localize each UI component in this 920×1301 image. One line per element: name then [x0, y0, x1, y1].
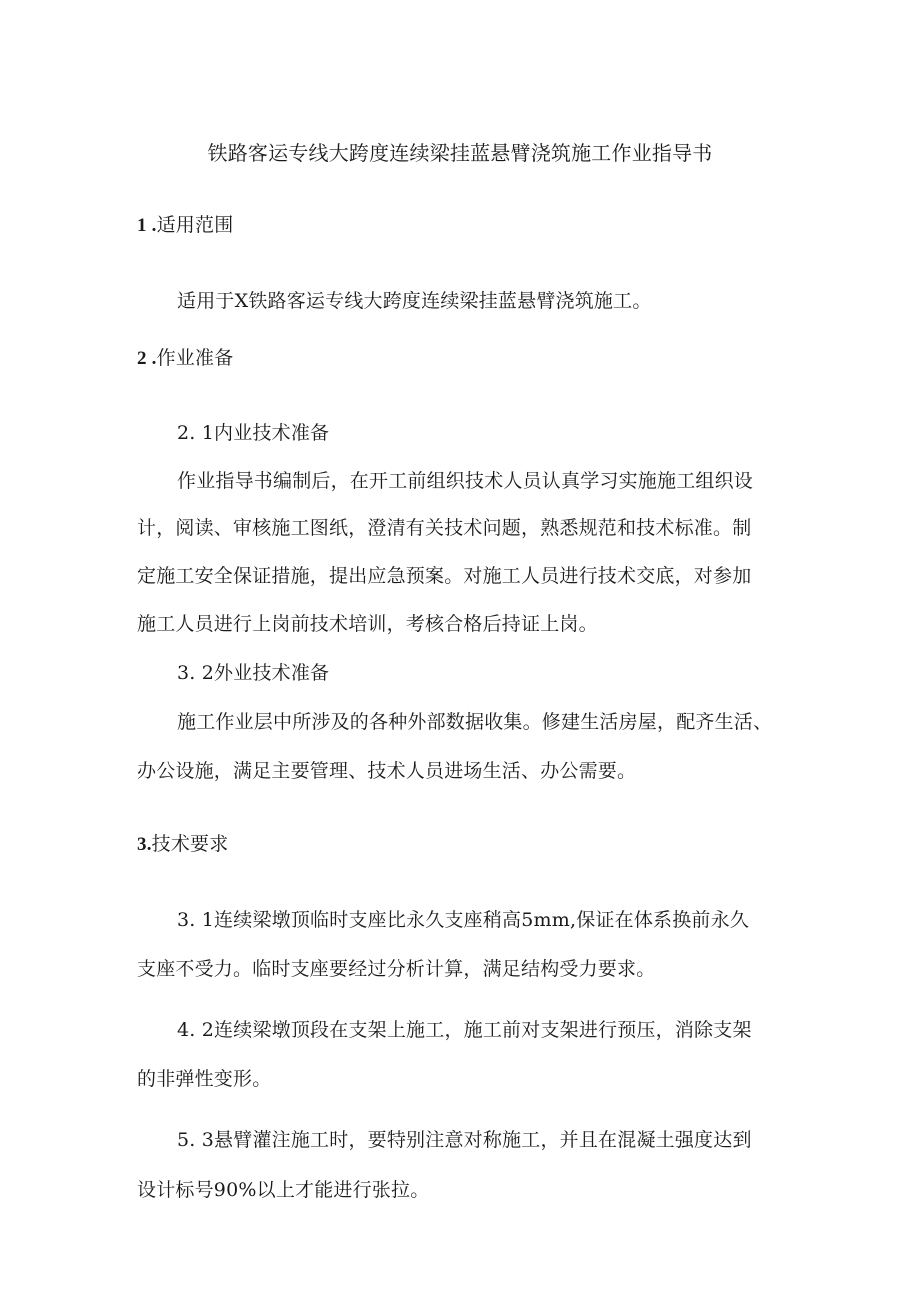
- paragraph-line: 办公设施，满足主要管理、技术人员进场生活、办公需要。: [137, 760, 637, 782]
- section-1-paragraph: 适用于X铁路客运专线大跨度连续梁挂蓝悬臂浇筑施工。: [177, 290, 652, 312]
- paragraph-line: 5. 3悬臂灌注施工时，要特别注意对称施工，并且在混凝土强度达到: [177, 1129, 752, 1151]
- subsection-2-2-heading: 3. 2外业技术准备: [177, 662, 330, 684]
- section-3-heading: [137, 831, 228, 858]
- paragraph-line: 支座不受力。临时支座要经过分析计算，满足结构受力要求。: [137, 958, 656, 980]
- section-3-number: 3.: [137, 834, 152, 855]
- section-2-number: 2 .: [137, 348, 157, 369]
- section-1-number: 1 .: [137, 215, 157, 236]
- paragraph-line: 定施工安全保证措施，提出应急预案。对施工人员进行技术交底，对参加: [137, 565, 752, 587]
- section-2-heading: [137, 345, 233, 372]
- paragraph-line: 施工作业层中所涉及的各种外部数据收集。修建生活房屋，配齐生活、: [177, 711, 773, 733]
- paragraph-line: 作业指导书编制后，在开工前组织技术人员认真学习实施施工组织设: [177, 470, 754, 492]
- paragraph-line: 设计标号90%以上才能进行张拉。: [137, 1179, 430, 1201]
- paragraph-line: 3. 1连续梁墩顶临时支座比永久支座稍高5mm,保证在体系换前永久: [177, 909, 750, 931]
- paragraph-line: 的非弹性变形。: [137, 1068, 272, 1090]
- paragraph-line: 施工人员进行上岗前技术培训，考核合格后持证上岗。: [137, 613, 598, 635]
- document-title: 铁路客运专线大跨度连续梁挂蓝悬臂浇筑施工作业指导书: [207, 141, 713, 165]
- section-2-title: 作业准备: [156, 347, 234, 369]
- subsection-2-1-heading: 2. 1内业技术准备: [177, 422, 330, 444]
- section-1-heading: [137, 212, 233, 239]
- paragraph-line: 4. 2连续梁墩顶段在支架上施工，施工前对支架进行预压，消除支架: [177, 1019, 752, 1041]
- section-3-title: 技术要求: [151, 833, 229, 855]
- paragraph-line: 计，阅读、审核施工图纸，澄清有关技术问题，熟悉规范和技术标准。制: [137, 517, 752, 539]
- section-1-title: 适用范围: [156, 214, 234, 236]
